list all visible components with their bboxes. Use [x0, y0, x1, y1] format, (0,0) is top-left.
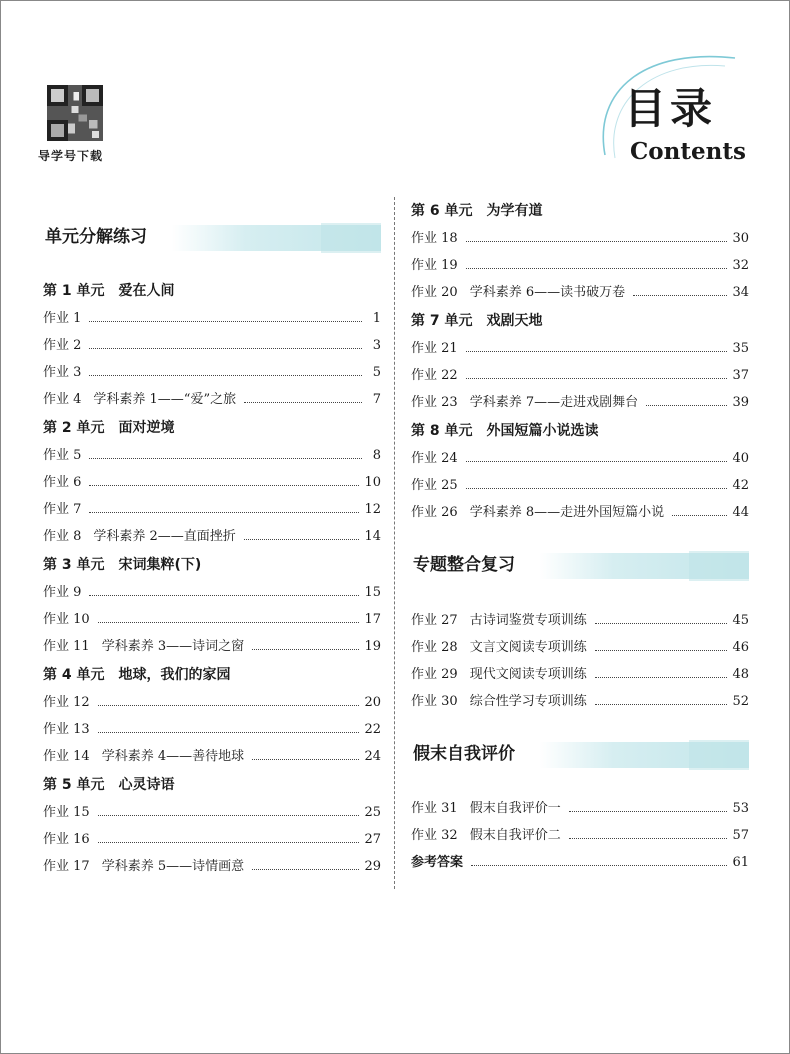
- toc-entry[interactable]: [43, 447, 381, 465]
- unit-name: 外国短篇小说选读: [486, 423, 599, 439]
- toc-entry[interactable]: [43, 528, 381, 546]
- unit-label: 第 4 单元: [43, 667, 105, 683]
- entry-title: 古诗词鉴赏专项训练: [469, 613, 587, 628]
- entry-homework: 作业 25: [411, 478, 458, 493]
- leader-dots: [89, 320, 362, 322]
- leader-dots: [244, 401, 362, 403]
- toc-entry[interactable]: [43, 391, 381, 409]
- entry-page: 7: [372, 392, 381, 407]
- qr-code[interactable]: [47, 85, 103, 141]
- entry-homework: 作业 31: [411, 801, 458, 816]
- entry-homework: 作业 5: [43, 448, 82, 463]
- leader-dots: [466, 267, 728, 269]
- entry-page: 52: [732, 694, 749, 709]
- entry-page: 27: [364, 832, 381, 847]
- entry-page: 40: [732, 451, 749, 466]
- entry-title: 学科素养 3——诗词之窗: [101, 639, 245, 654]
- leader-dots: [466, 240, 728, 242]
- toc-entry[interactable]: [411, 230, 749, 248]
- toc-entry[interactable]: [411, 450, 749, 468]
- entry-homework: 作业 27: [411, 613, 458, 628]
- entry-homework: 作业 15: [43, 805, 90, 820]
- toc-entry[interactable]: [43, 858, 381, 876]
- entry-title: 学科素养 8——走进外国短篇小说: [469, 505, 665, 520]
- leader-dots: [466, 487, 728, 489]
- toc-entry[interactable]: [43, 337, 381, 355]
- section-band-accent: [689, 551, 749, 581]
- leader-dots: [595, 649, 728, 651]
- leader-dots: [252, 648, 359, 650]
- entry-title: 假末自我评价二: [469, 828, 561, 843]
- unit-heading[interactable]: [411, 422, 749, 440]
- entry-homework: 作业 7: [43, 502, 82, 517]
- entry-title: 综合性学习专项训练: [469, 694, 587, 709]
- page-subtitle: Contents: [630, 138, 746, 165]
- entry-homework: 作业 1: [43, 311, 82, 326]
- entry-homework: 作业 17: [43, 859, 90, 874]
- entry-title: 学科素养 5——诗情画意: [101, 859, 245, 874]
- toc-entry[interactable]: [411, 639, 749, 657]
- column-divider: [394, 197, 395, 889]
- entry-homework: 作业 4: [43, 392, 82, 407]
- entry-homework: 作业 3: [43, 365, 82, 380]
- entry-page: 15: [364, 585, 381, 600]
- toc-entry[interactable]: [43, 310, 381, 328]
- entry-title: 假末自我评价一: [469, 801, 561, 816]
- unit-heading[interactable]: [411, 202, 749, 220]
- toc-entry[interactable]: [43, 584, 381, 602]
- toc-entry[interactable]: [411, 340, 749, 358]
- entry-homework: 作业 16: [43, 832, 90, 847]
- entry-homework: 作业 29: [411, 667, 458, 682]
- toc-entry[interactable]: [43, 474, 381, 492]
- entry-title: 学科素养 2——直面挫折: [93, 529, 236, 544]
- entry-page: 5: [372, 365, 381, 380]
- entry-page: 42: [732, 478, 749, 493]
- answers-label: 参考答案: [411, 855, 464, 870]
- page-title: 目录: [624, 84, 717, 133]
- entry-page: 34: [732, 285, 749, 300]
- section-band-accent: [321, 223, 381, 253]
- entry-homework: 作业 20: [411, 285, 458, 300]
- toc-entry[interactable]: [411, 477, 749, 495]
- leader-dots: [98, 621, 360, 623]
- entry-page: 57: [732, 828, 749, 843]
- toc-entry[interactable]: [411, 666, 749, 684]
- section-title: 单元分解练习: [45, 227, 147, 247]
- unit-heading[interactable]: [43, 282, 381, 300]
- unit-name: 爱在人间: [118, 283, 175, 299]
- entry-page: 39: [732, 395, 749, 410]
- entry-homework: 作业 10: [43, 612, 90, 627]
- unit-label: 第 7 单元: [411, 313, 473, 329]
- leader-dots: [672, 514, 727, 516]
- unit-heading[interactable]: [43, 666, 381, 684]
- unit-label: 第 2 单元: [43, 420, 105, 436]
- toc-entry[interactable]: [43, 364, 381, 382]
- leader-dots: [633, 294, 727, 296]
- toc-entry[interactable]: [411, 504, 749, 522]
- entry-page: 53: [732, 801, 749, 816]
- section-title: 专题整合复习: [413, 555, 515, 575]
- entry-page: 20: [364, 695, 381, 710]
- toc-entry[interactable]: [411, 394, 749, 412]
- toc-entry[interactable]: [411, 284, 749, 302]
- entry-homework: 作业 28: [411, 640, 458, 655]
- unit-label: 第 5 单元: [43, 777, 105, 793]
- unit-label: 第 1 单元: [43, 283, 105, 299]
- leader-dots: [466, 377, 728, 379]
- unit-label: 第 8 单元: [411, 423, 473, 439]
- entry-homework: 作业 18: [411, 231, 458, 246]
- leader-dots: [646, 404, 727, 406]
- leader-dots: [595, 622, 728, 624]
- entry-homework: 作业 30: [411, 694, 458, 709]
- entry-page: 45: [732, 613, 749, 628]
- qr-caption: 导学号下载: [38, 149, 104, 163]
- entry-homework: 作业 6: [43, 475, 82, 490]
- entry-title: 学科素养 7——走进戏剧舞台: [469, 395, 639, 410]
- entry-homework: 作业 24: [411, 451, 458, 466]
- section-header: [43, 221, 381, 255]
- entry-homework: 作业 26: [411, 505, 458, 520]
- unit-heading[interactable]: [411, 312, 749, 330]
- entry-homework: 作业 12: [43, 695, 90, 710]
- entry-homework: 作业 14: [43, 749, 90, 764]
- toc-entry[interactable]: [411, 367, 749, 385]
- toc-entry-answers[interactable]: [411, 854, 749, 872]
- entry-title: 学科素养 1——“爱”之旅: [93, 392, 237, 407]
- entry-homework: 作业 23: [411, 395, 458, 410]
- toc-entry[interactable]: [43, 721, 381, 739]
- entry-page: 22: [364, 722, 381, 737]
- entry-page: 24: [364, 749, 381, 764]
- unit-name: 为学有道: [486, 203, 543, 219]
- leader-dots: [89, 511, 359, 513]
- leader-dots: [89, 347, 362, 349]
- leader-dots: [89, 594, 359, 596]
- entry-homework: 作业 13: [43, 722, 90, 737]
- leader-dots: [89, 457, 362, 459]
- entry-page: 25: [364, 805, 381, 820]
- entry-page: 61: [732, 855, 749, 870]
- entry-page: 3: [372, 338, 381, 353]
- toc-entry[interactable]: [411, 257, 749, 275]
- entry-page: 46: [732, 640, 749, 655]
- entry-page: 44: [732, 505, 749, 520]
- leader-dots: [98, 841, 360, 843]
- unit-name: 宋词集粹(下): [118, 557, 202, 573]
- entry-page: 32: [732, 258, 749, 273]
- entry-page: 8: [372, 448, 381, 463]
- entry-homework: 作业 19: [411, 258, 458, 273]
- toc-entry[interactable]: [43, 694, 381, 712]
- entry-page: 30: [732, 231, 749, 246]
- section-header: [411, 738, 749, 772]
- toc-entry[interactable]: [43, 804, 381, 822]
- entry-page: 12: [364, 502, 381, 517]
- leader-dots: [569, 810, 728, 812]
- leader-dots: [466, 350, 728, 352]
- entry-page: 19: [364, 639, 381, 654]
- entry-homework: 作业 9: [43, 585, 82, 600]
- unit-name: 心灵诗语: [118, 777, 175, 793]
- entry-homework: 作业 8: [43, 529, 82, 544]
- entry-title: 现代文阅读专项训练: [469, 667, 587, 682]
- entry-homework: 作业 21: [411, 341, 458, 356]
- entry-page: 35: [732, 341, 749, 356]
- leader-dots: [244, 538, 360, 540]
- entry-homework: 作业 32: [411, 828, 458, 843]
- leader-dots: [98, 731, 360, 733]
- toc-entry[interactable]: [43, 831, 381, 849]
- leader-dots: [98, 814, 360, 816]
- toc-entry[interactable]: [411, 827, 749, 845]
- entry-page: 17: [364, 612, 381, 627]
- entry-page: 48: [732, 667, 749, 682]
- toc-entry[interactable]: [43, 611, 381, 629]
- section-title: 假末自我评价: [413, 744, 515, 764]
- unit-label: 第 6 单元: [411, 203, 473, 219]
- leader-dots: [569, 837, 728, 839]
- entry-page: 1: [372, 311, 381, 326]
- entry-title: 学科素养 6——读书破万卷: [469, 285, 626, 300]
- toc-entry[interactable]: [43, 501, 381, 519]
- entry-homework: 作业 11: [43, 639, 90, 654]
- section-band-accent: [689, 740, 749, 770]
- leader-dots: [252, 758, 359, 760]
- leader-dots: [89, 374, 362, 376]
- toc-entry[interactable]: [43, 638, 381, 656]
- toc-entry[interactable]: [411, 693, 749, 711]
- leader-dots: [595, 676, 728, 678]
- entry-homework: 作业 2: [43, 338, 82, 353]
- entry-page: 10: [364, 475, 381, 490]
- leader-dots: [471, 864, 727, 866]
- leader-dots: [89, 484, 359, 486]
- unit-heading[interactable]: [43, 419, 381, 437]
- unit-heading[interactable]: [43, 556, 381, 574]
- entry-page: 14: [364, 529, 381, 544]
- unit-name: 面对逆境: [118, 420, 175, 436]
- unit-name: 戏剧天地: [486, 313, 543, 329]
- leader-dots: [98, 704, 360, 706]
- entry-title: 学科素养 4——善待地球: [101, 749, 245, 764]
- toc-entry[interactable]: [411, 800, 749, 818]
- leader-dots: [595, 703, 728, 705]
- entry-homework: 作业 22: [411, 368, 458, 383]
- leader-dots: [252, 868, 359, 870]
- unit-heading[interactable]: [43, 776, 381, 794]
- entry-page: 37: [732, 368, 749, 383]
- entry-title: 文言文阅读专项训练: [469, 640, 587, 655]
- entry-page: 29: [364, 859, 381, 874]
- leader-dots: [466, 460, 728, 462]
- unit-label: 第 3 单元: [43, 557, 105, 573]
- unit-name: 地球，我们的家园: [118, 667, 231, 683]
- toc-entry[interactable]: [411, 612, 749, 630]
- toc-entry[interactable]: [43, 748, 381, 766]
- section-header: [411, 549, 749, 583]
